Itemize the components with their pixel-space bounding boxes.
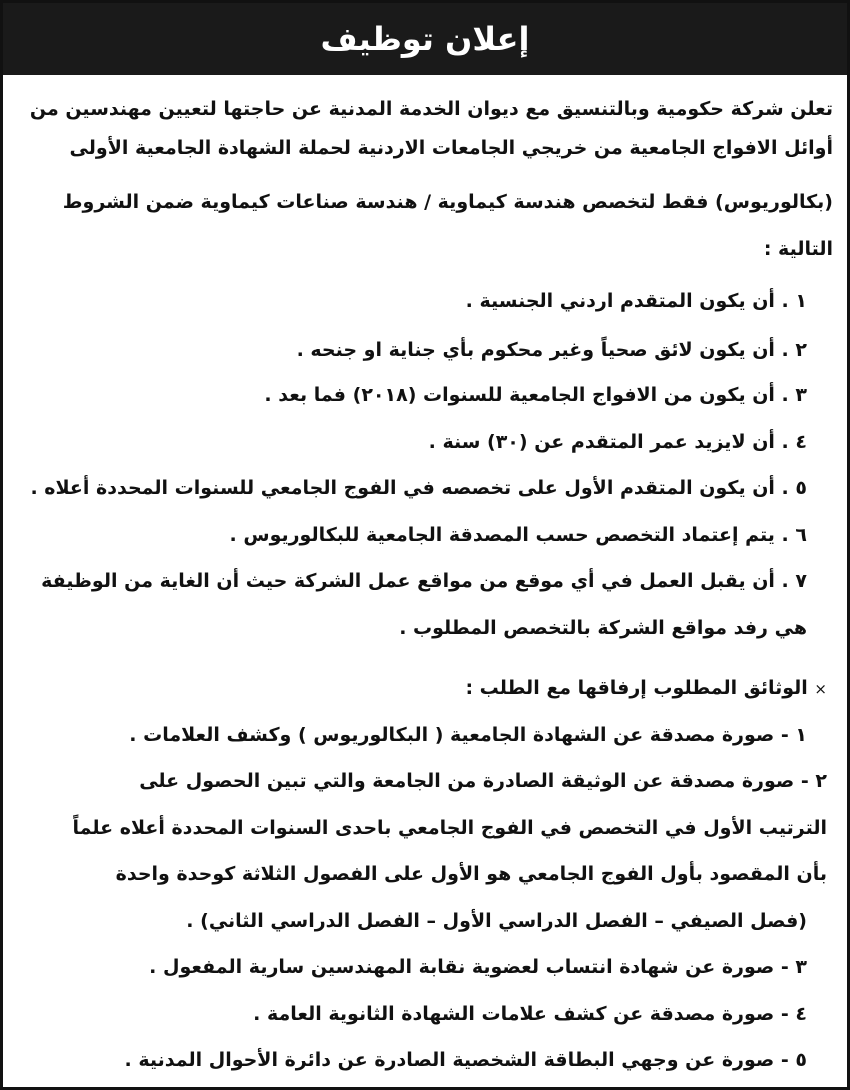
- document-item-2-continued-3: (فصل الصيفي – الفصل الدراسي الأول – الفصل الدراسي الثاني) .: [186, 910, 807, 932]
- intro-line-1: تعلن شركة حكومية وبالتنسيق مع ديوان الخدمة المدنية عن حاجتها لتعيين مهندسين من: [29, 98, 833, 120]
- condition-item-1: ١ . أن يكون المتقدم اردني الجنسية .: [465, 290, 807, 312]
- document-item-1: ١ - صورة مصدقة عن الشهادة الجامعية ( البكالوريوس ) وكشف العلامات .: [129, 724, 807, 746]
- condition-item-6: ٦ . يتم إعتماد التخصص حسب المصدقة الجامعية للبكالوريوس .: [229, 524, 807, 546]
- condition-item-2: ٢ . أن يكون لائق صحياً وغير محكوم بأي جناية او جنحه .: [296, 339, 807, 361]
- documents-heading-row: [17, 674, 827, 702]
- condition-item-7-continued: هي رفد مواقع الشركة بالتخصص المطلوب .: [399, 617, 807, 639]
- document-item-2-continued-1: الترتيب الأول في التخصص في الفوج الجامعي باحدى السنوات المحددة أعلاه علماً: [72, 817, 827, 839]
- bullet-x-icon: ×: [814, 680, 827, 698]
- document-item-5: ٥ - صورة عن وجهي البطاقة الشخصية الصادرة عن دائرة الأحوال المدنية .: [124, 1049, 807, 1071]
- ad-title: إعلان توظيف: [320, 20, 530, 58]
- document-item-4: ٤ - صورة مصدقة عن كشف علامات الشهادة الثانوية العامة .: [253, 1003, 807, 1025]
- document-item-3: ٣ - صورة عن شهادة انتساب لعضوية نقابة المهندسين سارية المفعول .: [149, 956, 807, 978]
- condition-item-7: ٧ . أن يقبل العمل في أي موقع من مواقع عمل الشركة حيث أن الغاية من الوظيفة: [41, 570, 807, 592]
- document-item-2-continued-2: بأن المقصود بأول الفوج الجامعي هو الأول على الفصول الثلاثة كوحدة واحدة: [115, 863, 827, 885]
- intro-line-3: (بكالوريوس) فقط لتخصص هندسة كيماوية / هندسة صناعات كيماوية ضمن الشروط: [62, 191, 833, 213]
- condition-item-3: ٣ . أن يكون من الافواج الجامعية للسنوات (٢٠١٨) فما بعد .: [264, 384, 807, 406]
- intro-line-4: التالية :: [763, 238, 833, 260]
- intro-line-2: أوائل الافواج الجامعية من خريجي الجامعات الاردنية لحملة الشهادة الجامعية الأولى: [69, 137, 833, 159]
- condition-item-5: ٥ . أن يكون المتقدم الأول على تخصصه في الفوج الجامعي للسنوات المحددة أعلاه .: [30, 477, 807, 499]
- document-item-2: ٢ - صورة مصدقة عن الوثيقة الصادرة من الجامعة والتي تبين الحصول على: [139, 770, 827, 792]
- condition-item-4: ٤ . أن لايزيد عمر المتقدم عن (٣٠) سنة .: [428, 431, 807, 453]
- title-bar: [3, 3, 847, 75]
- documents-heading: الوثائق المطلوب إرفاقها مع الطلب :: [465, 677, 808, 699]
